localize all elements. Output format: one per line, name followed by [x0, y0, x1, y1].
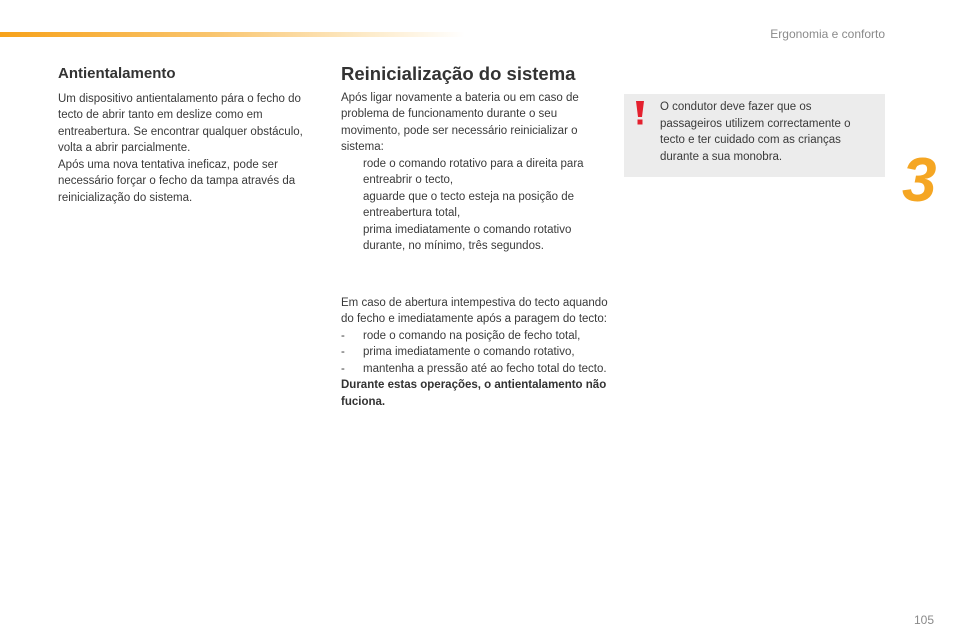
list-item: - prima imediatamente o comando rotativo, [341, 344, 611, 361]
list-item: aguarde que o tecto esteja na posição de entreabertura total, [363, 190, 574, 219]
exclamation-warning-icon [634, 100, 646, 126]
list-item: prima imediatamente o comando rotativo durante, no mínimo, três segundos. [363, 223, 572, 252]
reinicializacao-intro-2: Em caso de abertura intempestiva do tecto aquando do fecho e imediatamente após a paragem do tecto: [341, 296, 608, 325]
list-item: - rode o comando na posição de fecho total, [341, 328, 611, 345]
reinicializacao-intro: Após ligar novamente a bateria ou em caso de problema de funcionamento durante o seu movimento, pode ser necessário reinicializar o sistema: [341, 91, 579, 153]
warning-box [624, 94, 885, 177]
dash-bullet: - [341, 329, 345, 342]
abort-steps-list [341, 328, 611, 378]
antientalamento-paragraph-1: Um dispositivo antientalamento pára o fecho do tecto de abrir tanto em deslize como em entreabertura. Se encontrar qualquer obstáculo, volta a abrir parcialmente. [58, 92, 303, 154]
reinicializacao-section [341, 63, 611, 410]
header-accent-bar [0, 32, 465, 37]
chapter-number: 3 [902, 146, 937, 215]
reinicializacao-heading: Reinicialização do sistema [341, 63, 576, 84]
section-title: Ergonomia e conforto [770, 27, 885, 41]
list-item: rode o comando rotativo para a direita para entreabrir o tecto, [363, 157, 584, 186]
antientalamento-paragraph-2: Após uma nova tentativa ineficaz, pode ser necessário forçar o fecho da tampa através da reinicialização do sistema. [58, 158, 296, 204]
reset-steps-list [341, 156, 611, 255]
reinicializacao-note: Durante estas operações, o antientalamento não fuciona. [341, 379, 607, 408]
dash-bullet: - [341, 346, 345, 358]
antientalamento-heading: Antientalamento [58, 65, 176, 82]
dash-bullet: - [341, 362, 345, 375]
list-item: - mantenha a pressão até ao fecho total do tecto. [341, 361, 611, 378]
page-number: 105 [914, 613, 935, 627]
warning-text: O condutor deve fazer que os passageiros utilizem correctamente o tecto e ter cuidado com as crianças durante a sua monobra. [660, 101, 851, 163]
antientalamento-section [58, 66, 320, 206]
